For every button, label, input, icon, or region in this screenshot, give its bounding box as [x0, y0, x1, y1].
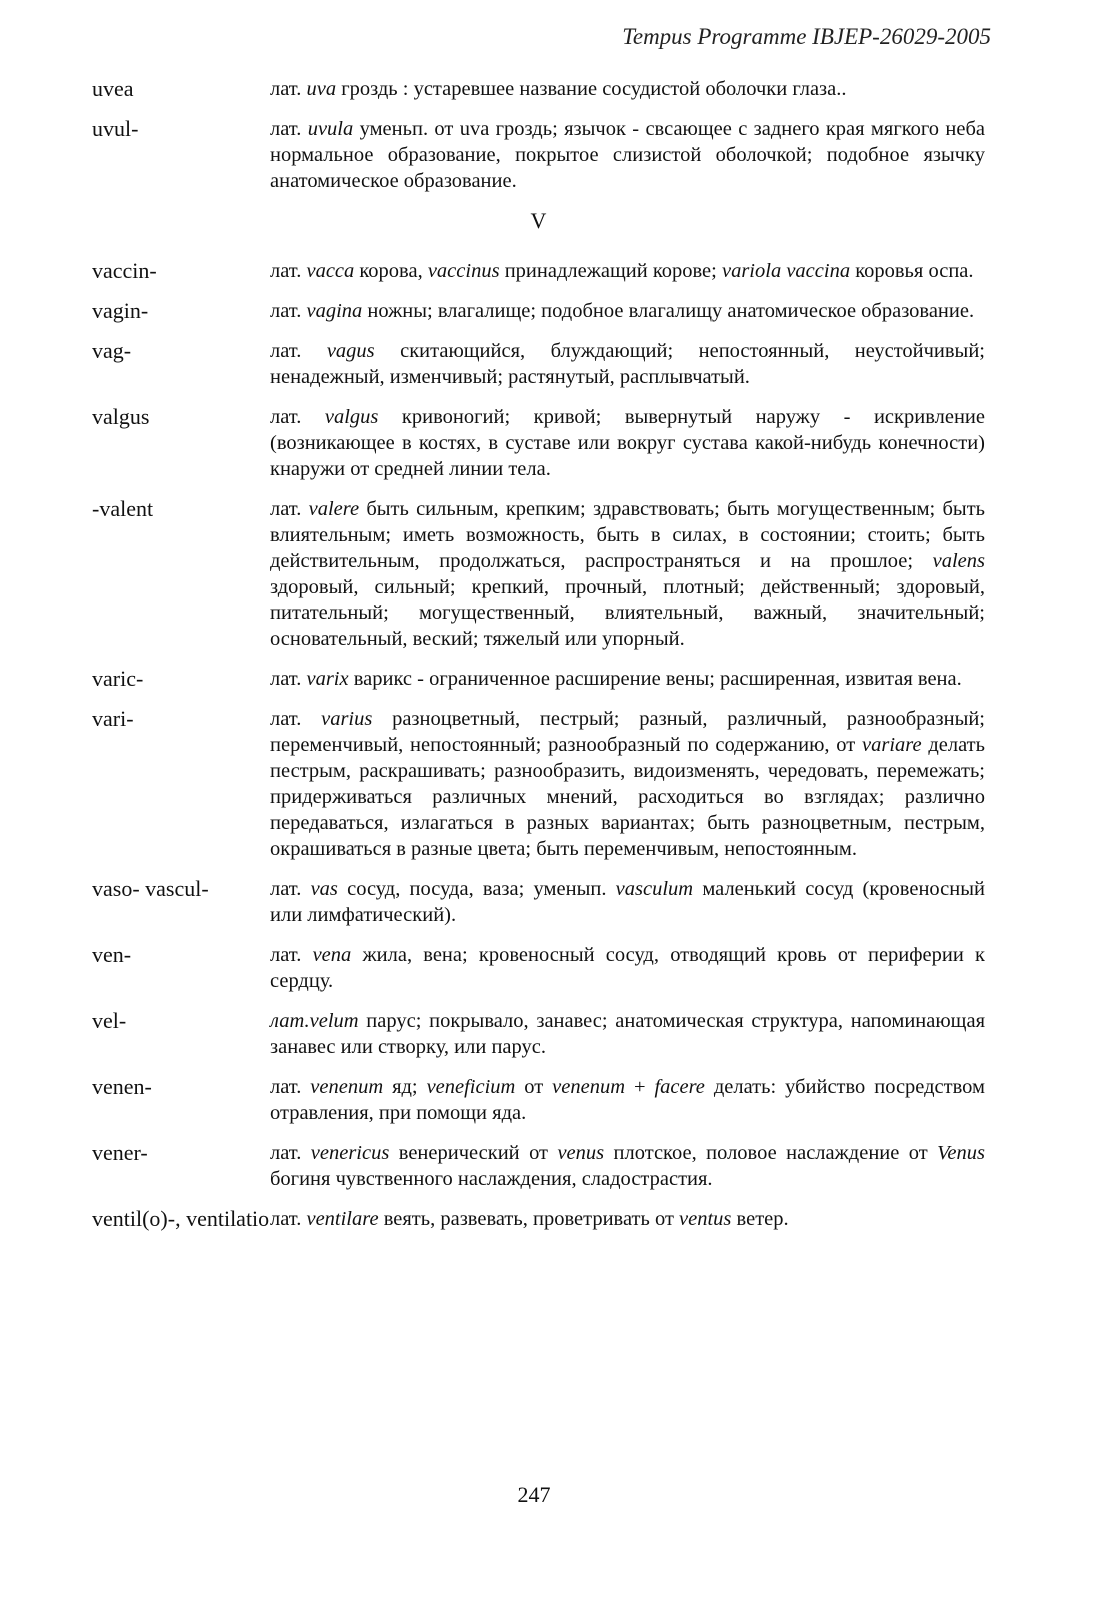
dictionary-entry — [92, 298, 985, 324]
dictionary-entry — [92, 942, 985, 994]
entry-term: varic- — [92, 666, 144, 691]
dictionary-entry — [92, 496, 985, 652]
entry-term: uvul- — [92, 116, 139, 141]
entry-term: vener- — [92, 1140, 148, 1165]
dictionary-entry — [92, 76, 985, 102]
entry-definition: лат. ventilare веять, развевать, проветривать от ventus ветер. — [270, 1208, 789, 1230]
entry-definition: лат. varius разноцветный, пестрый; разный, различный, разнообразный; переменчивый, непостоянный; разнообразный по содержанию, от variare делать пестрым, раскрашивать; разнообразить, видоизменять, чередовать, перемежать; придерживаться различных мнений, расходиться во взглядах; различно передаваться, излагаться в разных вариантах; быть разноцветным, пестрым, окрашиваться в разные цвета; быть переменчивым, непостоянным. — [270, 708, 986, 860]
entries-before-section — [92, 76, 985, 194]
entry-definition: лат. vagus скитающийся, блуждающий; непостоянный, неустойчивый; ненадежный, изменчивый; растянутый, расплывчатый. — [270, 340, 985, 388]
dictionary-entry — [92, 404, 985, 482]
entry-definition: лат. uva гроздь : устаревшее название сосудистой оболочки глаза.. — [270, 78, 847, 100]
entry-definition: лат. vas сосуд, посуда, ваза; уменып. vasculum маленький сосуд (кровеносный или лимфатический). — [270, 878, 985, 926]
dictionary-entry — [92, 1206, 985, 1232]
entry-term: vag- — [92, 338, 132, 363]
dictionary-entry — [92, 338, 985, 390]
dictionary-entry — [92, 258, 985, 284]
dictionary-entry — [92, 876, 985, 928]
dictionary-entry — [92, 1074, 985, 1126]
page-number: 247 — [517, 1482, 551, 1507]
entry-term: vagin- — [92, 298, 149, 323]
entry-term: valgus — [92, 404, 150, 429]
dictionary-entry — [92, 116, 985, 194]
entry-term: venen- — [92, 1074, 152, 1099]
entry-term: uvea — [92, 76, 134, 101]
entry-definition: лат. uvula уменьп. от uva гроздь; язычок - свсающее с заднего края мягкого неба нормальное образование, покрытое слизистой оболочкой; подобное язычку анатомическое образование. — [270, 118, 986, 192]
dictionary-entry — [92, 706, 985, 862]
entry-term: vel- — [92, 1008, 127, 1033]
entries-section-v — [92, 258, 985, 1232]
entry-definition: лат. venenum яд; veneficium от venenum + facere делать: убийство посредством отравления, при помощи яда. — [270, 1076, 985, 1124]
entry-term: ventil(o)-, ventilatio — [92, 1206, 270, 1231]
running-header: Tempus Programme IBJEP-26029-2005 — [622, 24, 991, 49]
entry-term: vaccin- — [92, 258, 157, 283]
dictionary-entry — [92, 666, 985, 692]
section-letter-heading: V — [530, 208, 547, 233]
entry-definition: лат. vacca корова, vaccinus принадлежащий корове; variola vaccina коровья оспа. — [270, 260, 974, 282]
dictionary-entry — [92, 1008, 985, 1060]
entry-definition: лат.velum парус; покрывало, занавес; анатомическая структура, напоминающая занавес или створку, или парус. — [270, 1010, 985, 1058]
dictionary-entry — [92, 1140, 985, 1192]
entry-definition: лат. vena жила, вена; кровеносный сосуд, отводящий кровь от периферии к сердцу. — [270, 944, 985, 992]
entry-definition: лат. valgus кривоногий; кривой; вывернутый наружу - искривление (возникающее в костях, в суставе или вокруг сустава какой-нибудь конечности) кнаружи от средней линии тела. — [270, 406, 985, 480]
entry-term: -valent — [92, 496, 154, 521]
entry-definition: лат. venericus венерический от venus плотское, половое наслаждение от Venus богиня чувственного наслаждения, сладострастия. — [270, 1142, 985, 1190]
entry-term: vari- — [92, 706, 134, 731]
entry-term: vaso- vascul- — [92, 876, 209, 901]
entry-definition: лат. vagina ножны; влагалище; подобное влагалищу анатомическое образование. — [270, 300, 975, 322]
entry-term: ven- — [92, 942, 132, 967]
entry-definition: лат. varix варикс - ограниченное расширение вены; расширенная, извитая вена. — [270, 668, 962, 690]
dictionary-entries — [92, 76, 985, 1246]
entry-definition: лат. valere быть сильным, крепким; здравствовать; быть могущественным; быть влиятельным; иметь возможность, быть в силах, в состоянии; стоить; быть действительным, продолжаться, распространяться и на прошлое; valens здоровый, сильный; крепкий, прочный, плотный; действенный; здоровый, питательный; могущественный, влиятельный, важный, значительный; основательный, веский; тяжелый или упорный. — [270, 498, 985, 650]
